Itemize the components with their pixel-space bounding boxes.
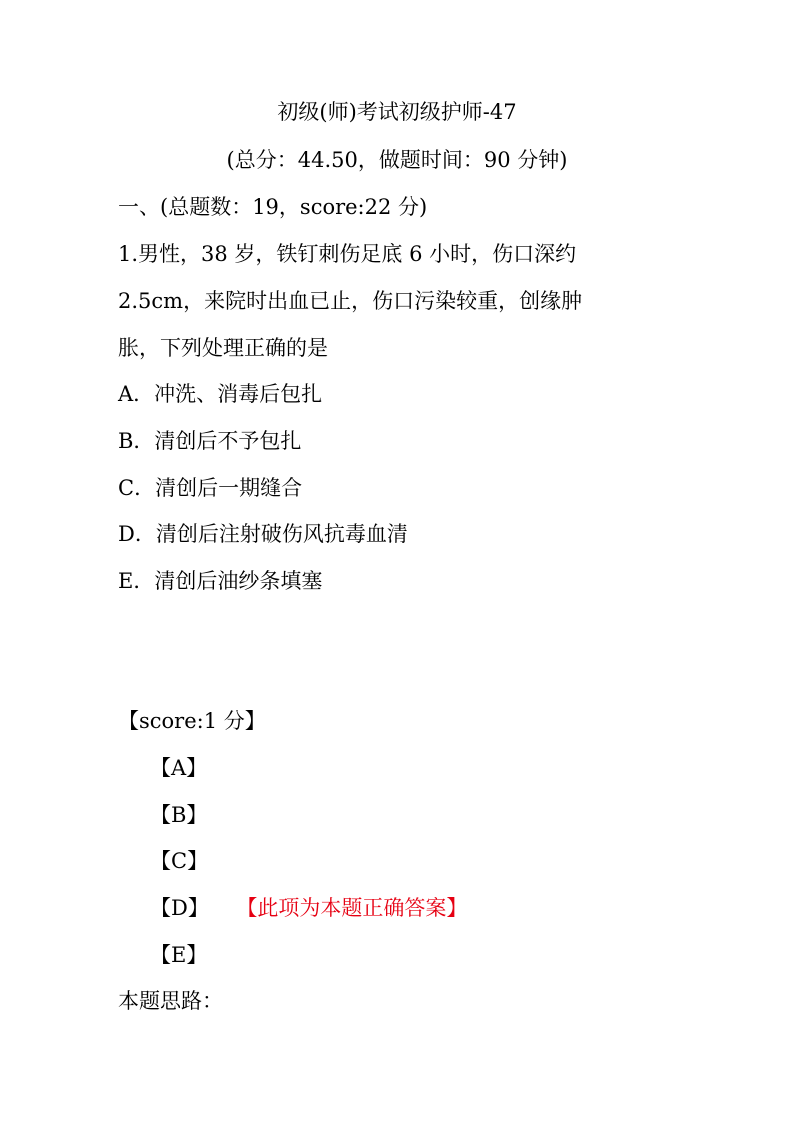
section-header: 一、(总题数：19，score:22 分)	[118, 195, 428, 219]
option-e: E．清创后油纱条填塞	[118, 569, 323, 593]
question-text-line-2: 2.5cm，来院时出血已止，伤口污染较重，创缘肿	[118, 289, 583, 313]
option-d: D．清创后注射破伤风抗毒血清	[118, 522, 408, 546]
correct-answer-note: 【此项为本题正确答案】	[246, 896, 468, 920]
score-label: 【score:1 分】	[118, 709, 266, 733]
answer-choice-d: 【D】	[150, 896, 209, 920]
option-a: A．冲洗、消毒后包扎	[118, 382, 323, 406]
answer-choice-d-row	[150, 894, 467, 922]
question-text-line-3: 胀，下列处理正确的是	[118, 336, 328, 360]
option-c: C．清创后一期缝合	[118, 476, 303, 500]
question-text-line-1: 1.男性，38 岁，铁钉刺伤足底 6 小时，伤口深约	[118, 242, 577, 266]
document-title: 初级(师)考试初级护师-47	[277, 100, 517, 124]
option-b: B．清创后不予包扎	[118, 429, 302, 453]
answer-choice-e: 【E】	[150, 943, 208, 967]
answer-choice-c: 【C】	[150, 849, 209, 873]
explanation-label: 本题思路：	[118, 989, 223, 1013]
document-subtitle: (总分：44.50，做题时间：90 分钟)	[226, 148, 568, 172]
answer-choice-a: 【A】	[150, 756, 208, 780]
answer-choice-b: 【B】	[150, 803, 208, 827]
